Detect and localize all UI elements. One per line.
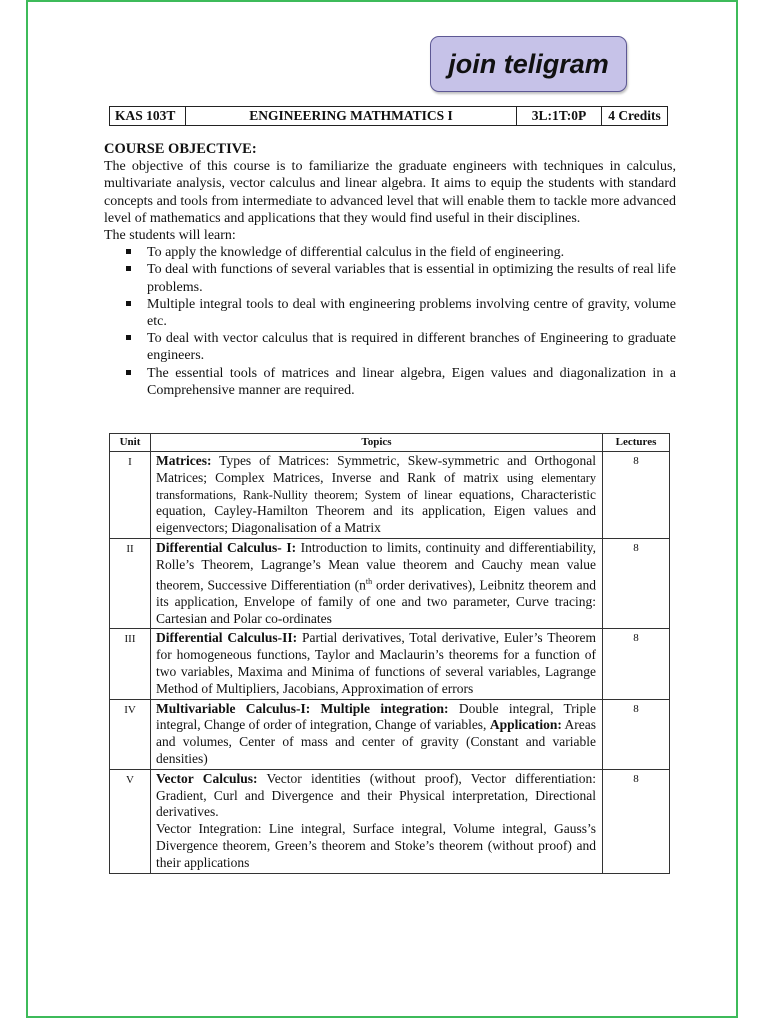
topic-bold: Differential Calculus- I: [156,539,297,555]
bullet-text: To apply the knowledge of differential calculus in the field of engineering. [147,245,565,261]
topic-text: Introduction to limits, continuity and differentiability, Rolle’s Theorem, Lagrange’s Mean value theorem and Cauchy mean value theorem, Successive Differentiation (n [156,539,596,593]
list-item [126,261,676,295]
table-header-row [110,434,670,452]
topic-text-small: using elementary transformations, Rank-Nullity theorem; System of linear [156,470,597,502]
topic-text-2: equations, Characteristic equation, Cayley-Hamilton Theorem and its application, Eigen values and eigenvectors; Diagonalisation of a Matrix [156,486,596,536]
objective-bullets [104,244,676,399]
course-objective [104,141,676,399]
topic-cell [151,699,603,769]
topic-text: Types of Matrices: Symmetric, Skew-symmetric and Orthogonal Matrices; Complex Matrices, Inverse and Rank of matrix [156,453,596,485]
topic-text-2: Vector Integration: Line integral, Surface integral, Volume integral, Gauss’s Divergence theorem, Green’s theorem and Stoke’s theorem (without proof) and their applications [156,821,596,870]
lectures-cell: 8 [603,699,670,769]
lectures-cell: 8 [603,538,670,628]
unit-cell: V [110,769,151,873]
header-unit: Unit [110,434,151,452]
bullet-icon [126,301,131,306]
topic-cell [151,629,603,699]
course-title: ENGINEERING MATHMATICS I [186,107,517,125]
topic-bold: Differential Calculus-II: [156,630,298,646]
list-item [126,330,676,364]
learn-intro: The students will learn: [104,228,236,244]
course-code: KAS 103T [110,107,186,125]
unit-cell: I [110,452,151,539]
unit-cell: III [110,629,151,699]
topic-text: Partial derivatives, Total derivative, Euler’s Theorem for homogeneous functions, Taylor and Maclaurin’s theorems for a function of two variables, Maxima and Minima of functions of several variables, Lagrange Method of Multipliers, Jacobians, Approximation of errors [156,630,597,696]
lectures-cell: 8 [603,452,670,539]
topic-text-2: Areas and volumes, Center of mass and center of gravity (Constant and variable densities) [156,717,596,767]
topic-superscript: th [365,576,373,586]
course-credits: 4 Credits [608,108,661,123]
header-topics: Topics [151,434,603,452]
bullet-text: Multiple integral tools to deal with engineering problems involving centre of gravity, volume etc. [147,296,676,330]
bullet-icon [126,335,131,340]
course-ltp: 3L:1T:0P [517,107,602,125]
list-item [126,244,676,261]
list-item [126,365,676,399]
table-row [110,769,670,873]
objective-paragraph: The objective of this course is to familiarize the graduate engineers with techniques in calculus, multivariate analysis, vector calculus and linear algebra. It aims to equip the students with standard concepts and tools from intermediate to advanced level that will enable them to tackle more advanced level of mathematics and applications that they would find useful in their disciplines. [104,159,676,226]
bullet-icon [126,370,131,375]
bullet-text: To deal with vector calculus that is required in different branches of Engineering to graduate engineers. [147,331,676,364]
table-row [110,452,670,539]
topic-cell [151,452,603,539]
course-header [109,106,668,126]
table-row [110,629,670,699]
header-lectures: Lectures [603,434,670,452]
syllabus-table [109,433,670,874]
lectures-cell: 8 [603,629,670,699]
table-row [110,538,670,628]
topic-text-2: order derivatives), Leibnitz theorem and its application, Envelope of family of one and two parameter, Curve tracing: Cartesian and Polar co-ordinates [156,577,597,626]
topic-bold: Vector Calculus: [156,770,258,786]
topic-text: Double integral, Triple integral, Change of order of integration, Change of variables, [156,700,597,733]
unit-cell: II [110,538,151,628]
topic-bold: Multivariable Calculus-I: Multiple integration: [156,700,449,716]
topic-text: Vector identities (without proof), Vector differentiation: Gradient, Curl and Divergence and their Physical interpretation, Directional derivatives. [156,770,597,820]
topic-cell [151,769,603,873]
lectures-cell: 8 [603,769,670,873]
bullet-icon [126,266,131,271]
unit-cell: IV [110,699,151,769]
bullet-icon [126,249,131,254]
objective-heading: COURSE OBJECTIVE: [104,141,257,157]
join-telegram-label: join teligram [448,48,609,79]
topic-bold-2: Application: [489,717,562,733]
topic-cell [151,538,603,628]
topic-bold: Matrices: [156,453,212,468]
list-item [126,296,676,330]
join-telegram-button[interactable] [430,36,627,92]
bullet-text: To deal with functions of several variables that is essential in optimizing the results of real life problems. [147,262,676,295]
bullet-text: The essential tools of matrices and linear algebra, Eigen values and diagonalization in a Comprehensive manner are required. [147,365,676,398]
table-row [110,699,670,769]
